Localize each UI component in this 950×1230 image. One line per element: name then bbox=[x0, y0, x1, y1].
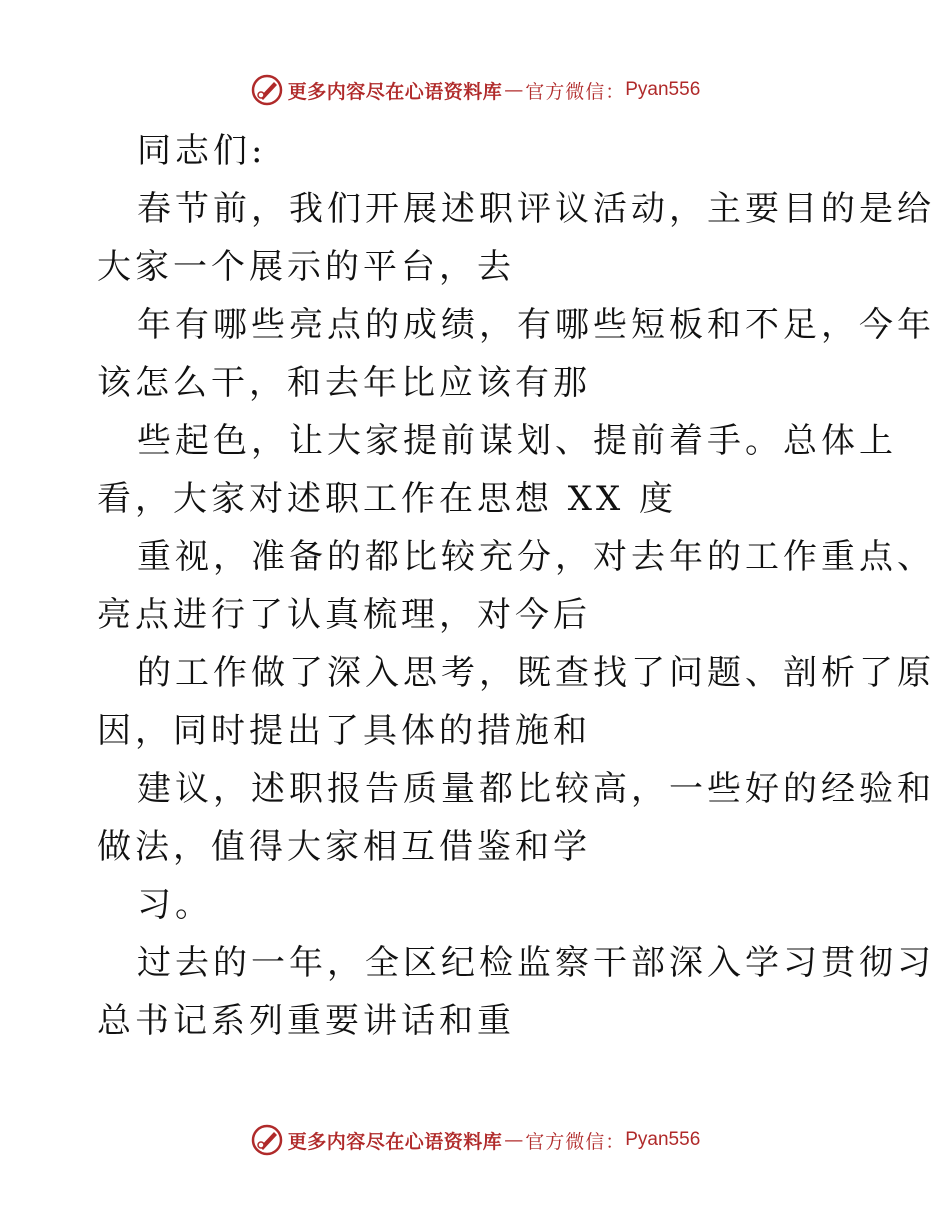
banner-dash: — bbox=[504, 1129, 524, 1151]
text-line: 的工作做了深入思考，既查找了问题、剖析了原 bbox=[137, 653, 935, 693]
text-line: 看，大家对述职工作在思想 XX 度 bbox=[97, 479, 678, 519]
text-line: 过去的一年，全区纪检监察干部深入学习贯彻习 bbox=[137, 943, 935, 983]
pen-logo-icon bbox=[250, 73, 284, 107]
banner-text: 更多内容尽在心语资料库 bbox=[287, 1130, 503, 1153]
text-line: 大家一个展示的平台，去 bbox=[97, 247, 515, 287]
banner-dash: — bbox=[504, 79, 524, 101]
text-line: 亮点进行了认真梳理，对今后 bbox=[97, 595, 591, 635]
text-line: 些起色，让大家提前谋划、提前着手。总体上 bbox=[137, 421, 897, 461]
text-line: 做法，值得大家相互借鉴和学 bbox=[97, 827, 591, 867]
text-line: 该怎么干，和去年比应该有那 bbox=[97, 363, 591, 403]
banner-wechat-label: 官方微信： bbox=[525, 80, 626, 103]
document-body bbox=[97, 122, 935, 1050]
pen-logo-icon bbox=[250, 1123, 284, 1157]
text-line: 习。 bbox=[137, 885, 213, 925]
header-banner bbox=[0, 70, 950, 110]
banner-account: Pyan556 bbox=[625, 79, 701, 100]
banner-text: 更多内容尽在心语资料库 bbox=[287, 80, 503, 103]
banner-wechat-label: 官方微信： bbox=[525, 1130, 626, 1153]
footer-banner bbox=[0, 1120, 950, 1160]
text-line: 重视，准备的都比较充分，对去年的工作重点、 bbox=[137, 537, 935, 577]
text-line: 年有哪些亮点的成绩，有哪些短板和不足，今年 bbox=[137, 305, 935, 345]
text-line: 建议，述职报告质量都比较高，一些好的经验和 bbox=[137, 769, 935, 809]
text-line: 总书记系列重要讲话和重 bbox=[97, 1001, 515, 1041]
text-line: 同志们: bbox=[137, 131, 267, 171]
banner-account: Pyan556 bbox=[625, 1129, 701, 1150]
text-line: 春节前，我们开展述职评议活动，主要目的是给 bbox=[137, 189, 935, 229]
text-line: 因，同时提出了具体的措施和 bbox=[97, 711, 591, 751]
